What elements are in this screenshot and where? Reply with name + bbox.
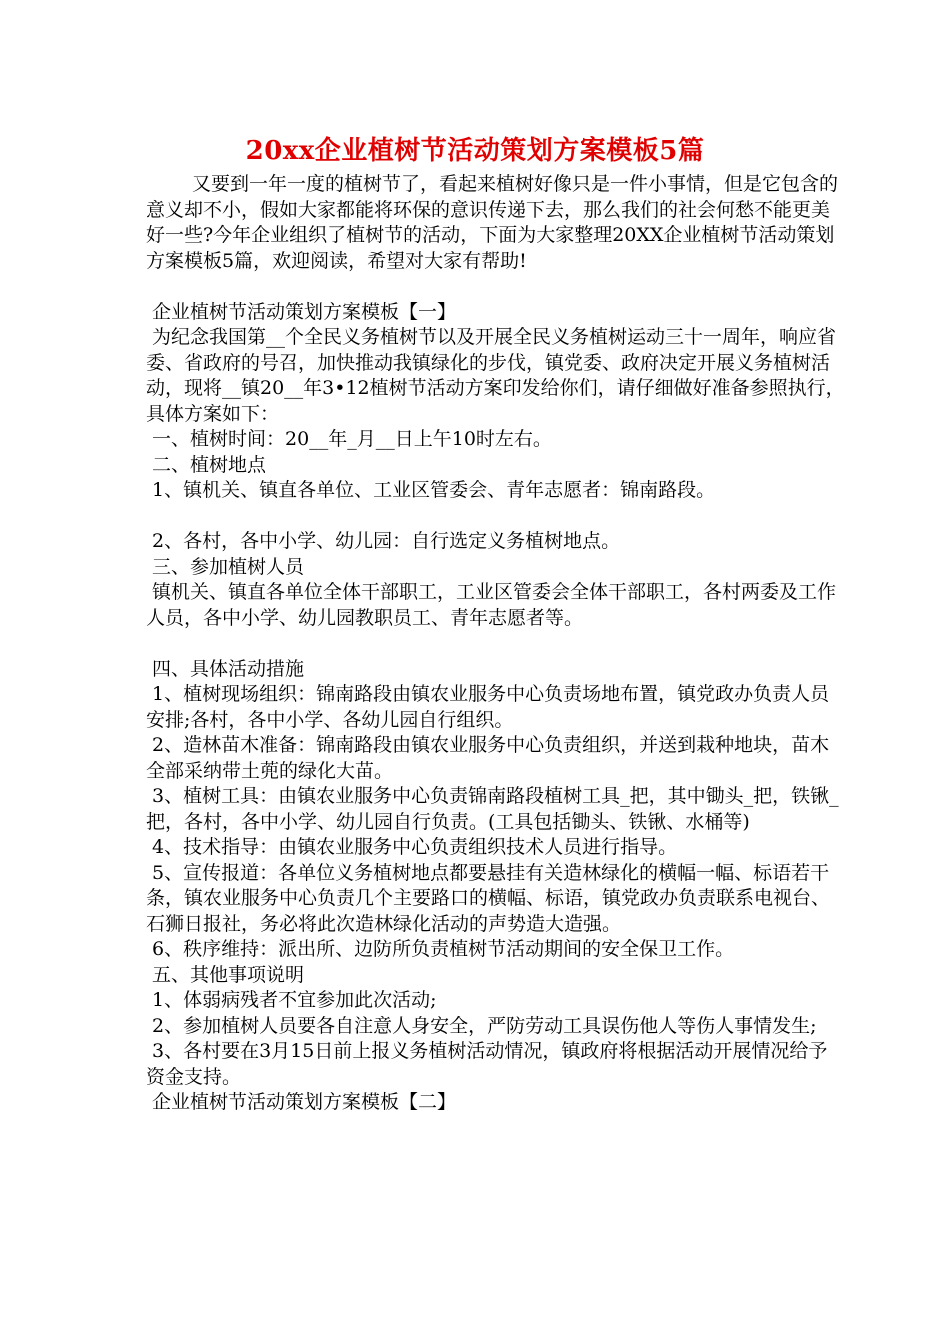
document-body <box>146 172 846 1116</box>
time-heading: 一、植树时间：20__年_月__日上午10时左右。 <box>146 428 552 450</box>
people-paragraph: 镇机关、镇直各单位全体干部职工，工业区管委会全体干部职工，各村两委及工作人员，各中小学、幼儿园教职员工、青年志愿者等。 <box>146 581 837 629</box>
measure-item: 1、植树现场组织：锦南路段由镇农业服务中心负责场地布置，镇党政办负责人员安排;各村，各中小学、各幼儿园自行组织。 <box>146 683 830 731</box>
people-heading: 三、参加植树人员 <box>146 555 305 578</box>
measure-item: 3、植树工具：由镇农业服务中心负责锦南路段植树工具_把，其中锄头_把，铁锹_把，各村，各中小学、幼儿园自行负责。(工具包括锄头、铁锹、水桶等) <box>146 785 839 833</box>
section-heading: 企业植树节活动策划方案模板【一】 <box>146 300 457 323</box>
measure-item: 4、技术指导：由镇农业服务中心负责组织技术人员进行指导。 <box>146 836 678 858</box>
other-item: 3、各村要在3月15日前上报义务植树活动情况，镇政府将根据活动开展情况给予资金支持。 <box>146 1040 828 1088</box>
section-lead-paragraph: 为纪念我国第__个全民义务植树节以及开展全民义务植树运动三十一周年，响应省委、省政府的号召，加快推动我镇绿化的步伐，镇党委、政府决定开展义务植树活动，现将__镇20__年3•12植树节活动方案印发给你们，请仔细做好准备参照执行，具体方案如下： <box>146 326 845 425</box>
blank-line <box>146 631 846 657</box>
measure-item: 5、宣传报道：各单位义务植树地点都要悬挂有关造林绿化的横幅一幅、标语若干条，镇农业服务中心负责几个主要路口的横幅、标语，镇党政办负责联系电视台、石狮日报社，务必将此次造林绿化活动的声势造大造强。 <box>146 861 831 935</box>
section-heading: 企业植树节活动策划方案模板【二】 <box>146 1091 457 1113</box>
document-title: 20xx企业植树节活动策划方案模板5篇 <box>245 136 705 166</box>
measure-item: 2、造林苗木准备：锦南路段由镇农业服务中心负责组织，并送到栽种地块，苗木全部采纳带土蔸的绿化大苗。 <box>146 734 830 782</box>
measure-item: 6、秩序维持：派出所、边防所负责植树节活动期间的安全保卫工作。 <box>146 938 735 960</box>
blank-line <box>146 274 846 300</box>
place-heading: 二、植树地点 <box>146 453 267 476</box>
intro-paragraph: 又要到一年一度的植树节了，看起来植树好像只是一件小事情，但是它包含的意义却不小，假如大家都能将环保的意识传递下去，那么我们的社会何愁不能更美好一些?今年企业组织了植树节的活动，下面为大家整理20XX企业植树节活动策划方案模板5篇，欢迎阅读，希望对大家有帮助! <box>146 173 839 272</box>
other-heading: 五、其他事项说明 <box>146 963 305 986</box>
other-item: 2、参加植树人员要各自注意人身安全，严防劳动工具误伤他人等伤人事情发生; <box>146 1014 817 1037</box>
place-item: 2、各村，各中小学、幼儿园：自行选定义务植树地点。 <box>146 530 621 552</box>
blank-line <box>146 504 846 530</box>
measures-heading: 四、具体活动措施 <box>146 657 305 680</box>
other-item: 1、体弱病残者不宜参加此次活动; <box>146 989 437 1011</box>
place-item: 1、镇机关、镇直各单位、工业区管委会、青年志愿者：锦南路段。 <box>146 479 716 501</box>
